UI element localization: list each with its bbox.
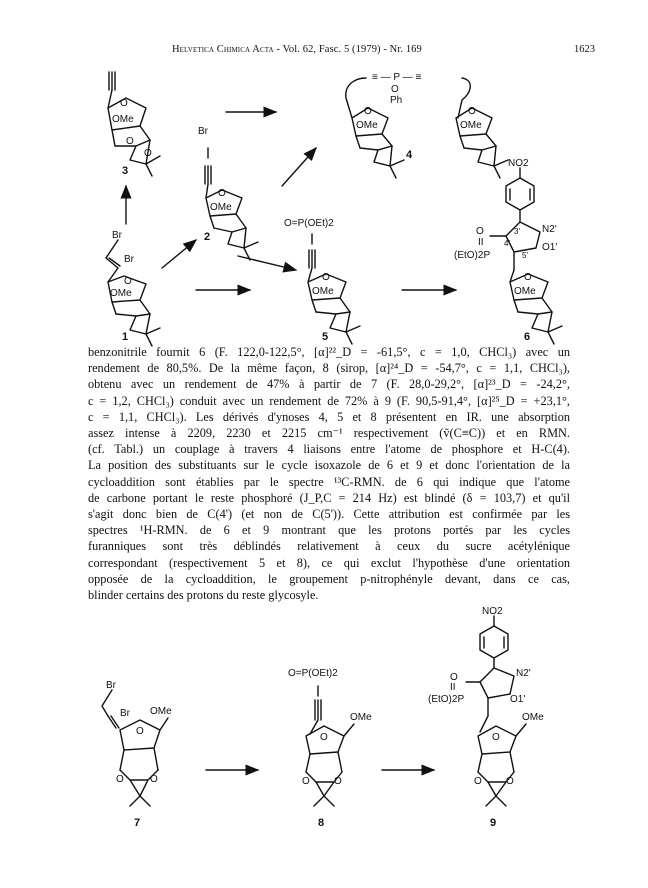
journal-name: Helvetica Chimica Acta: [172, 44, 274, 55]
text-line: c = 1,2, CHCl₃) conduit avec un rendement de 72% à 9 (F. 90,5-91,4°, [α]²⁵_D = +23,1°,: [88, 393, 570, 408]
structure-8: [306, 686, 354, 806]
oxygen-label: O: [334, 776, 342, 787]
oxygen-label: O: [391, 84, 399, 95]
compound-number-4: 4: [406, 149, 413, 161]
oxygen-label: O: [322, 272, 330, 283]
oxygen-label: O: [474, 776, 482, 787]
arrow-2-to-5: [238, 256, 296, 270]
oxygen-label: O: [136, 726, 144, 737]
oxygen-label: O: [476, 226, 484, 237]
double-bond-label: II: [450, 682, 456, 693]
oxygen-label: O: [320, 732, 328, 743]
ome-label: OMe: [110, 288, 132, 299]
locant-label: 5': [522, 251, 528, 260]
double-bond-label: II: [478, 237, 484, 248]
text-line: rendement de 80,5%. De la même façon, 8 (sirop, [α]²⁴_D = -54,7°, c = 1,1, CHCl₃),: [88, 361, 570, 376]
text-line: (cf. Tabl.) un couplage à travers 4 liaisons entre l'atome de phosphore et H-C(4).: [88, 442, 570, 457]
ome-label: OMe: [112, 114, 134, 125]
oxygen-label: O: [126, 136, 134, 147]
locant-label: 4': [504, 239, 510, 248]
ome-label: OMe: [522, 712, 544, 723]
phenyl-label: Ph: [390, 95, 403, 106]
ome-label: OMe: [150, 706, 172, 717]
text-line: blinder certains des protons du reste glycosyle.: [88, 588, 319, 603]
compound-number-9: 9: [490, 817, 497, 829]
compound-number-8: 8: [318, 817, 325, 829]
text-line: cycloaddition sont établies par le spectre ¹³C-RMN. de 6 qui indique que l'atome: [88, 474, 570, 489]
ome-label: OMe: [312, 286, 334, 297]
text-line: correspondant (respectivement 5 et 8), ce qui exclut l'hypothèse d'une orientation: [88, 555, 570, 570]
phosphacycle-label: ≡ — P — ≡: [372, 72, 422, 83]
text-line: de carbone portant le reste phosphoré (J_P,C = 214 Hz) est blindé (δ = 103,7) et qu'il: [88, 490, 570, 505]
oxygen-label: O: [450, 672, 458, 683]
ome-label: OMe: [210, 202, 232, 213]
text-line: s'agit donc bien de C(4') (et non de C(5')). Cette attribution est confirmée par les: [88, 507, 570, 522]
compound-number-7: 7: [134, 817, 141, 829]
compound-number-1: 1: [122, 331, 129, 343]
bromine-label: Br: [120, 708, 130, 719]
text-line: assez intense à 2209, 2230 et 2215 cm⁻¹ respectivement (ṽ(C≡C)) et en RMN.: [88, 426, 570, 441]
compound-number-6: 6: [524, 331, 531, 343]
locant-label: 3': [514, 227, 520, 236]
bromine-label: Br: [124, 254, 134, 265]
bromine-label: Br: [112, 230, 122, 241]
volume-info: - Vol. 62, Fasc. 5 (1979) - Nr. 169: [273, 44, 422, 55]
oxygen-label: O: [150, 774, 158, 785]
nitrogen-label: N2': [516, 668, 531, 679]
oxygen-label: O: [218, 188, 226, 199]
phosphonate-label: (EtO)2P: [454, 250, 491, 261]
ome-label: OMe: [460, 120, 482, 131]
text-line: spectres ¹H-RMN. de 6 et 9 montrant que les protons portés par les cycles: [88, 523, 570, 538]
bromine-label: Br: [106, 680, 116, 691]
text-line: opposée de la cycloaddition, le groupement p-nitrophényle devant, dans ce cas,: [88, 571, 570, 586]
text-line: obtenu avec un rendement de 47% à partir de 7 (F. 28,0-29,2°, [α]²³_D = -24,2°,: [88, 377, 570, 392]
oxygen-label: O: [468, 106, 476, 117]
text-line: La position des substituants sur le cycle isoxazole de 6 et 9 et donc l'orientation de la: [88, 458, 570, 473]
oxygen-label: O: [116, 774, 124, 785]
body-paragraph: [88, 344, 570, 603]
oxygen-label: O: [506, 776, 514, 787]
nitro-label: NO2: [508, 158, 529, 169]
arrow-2-to-4: [282, 148, 316, 186]
ome-label: OMe: [514, 286, 536, 297]
text-line: benzonitrile fournit 6 (F. 122,0-122,5°, [α]²²_D = -61,5°, c = 1,0, CHCl₃) avec un: [88, 345, 570, 359]
ome-label: OMe: [350, 712, 372, 723]
phosphonate-label: O=P(OEt)2: [284, 218, 334, 229]
oxygen-label: O1': [542, 242, 558, 253]
ome-label: OMe: [356, 120, 378, 131]
oxygen-label: O: [302, 776, 310, 787]
compound-number-3: 3: [122, 165, 129, 177]
text-line: furanniques sont très déblindés relativement à ceux du sucre acétylénique: [88, 539, 570, 554]
compound-number-5: 5: [322, 331, 329, 343]
oxygen-label: O: [364, 106, 372, 117]
compound-number-2: 2: [204, 231, 211, 243]
oxygen-label: O: [492, 732, 500, 743]
nitro-label: NO2: [482, 606, 503, 617]
nitrogen-label: N2': [542, 224, 557, 235]
phosphonate-label: (EtO)2P: [428, 694, 465, 705]
phosphonate-label: O=P(OEt)2: [288, 668, 338, 679]
arrow-1-to-2: [162, 240, 196, 268]
page-number: 1623: [574, 44, 595, 55]
oxygen-label: O: [144, 148, 152, 159]
bromine-label: Br: [198, 126, 208, 137]
oxygen-label: O: [124, 276, 132, 287]
oxygen-label: O: [120, 98, 128, 109]
oxygen-label: O: [524, 272, 532, 283]
text-line: c = 1,1, CHCl₃). Les dérivés d'ynoses 4, 5 et 8 présentent en IR. une absorption: [88, 409, 570, 424]
oxygen-label: O1': [510, 694, 526, 705]
